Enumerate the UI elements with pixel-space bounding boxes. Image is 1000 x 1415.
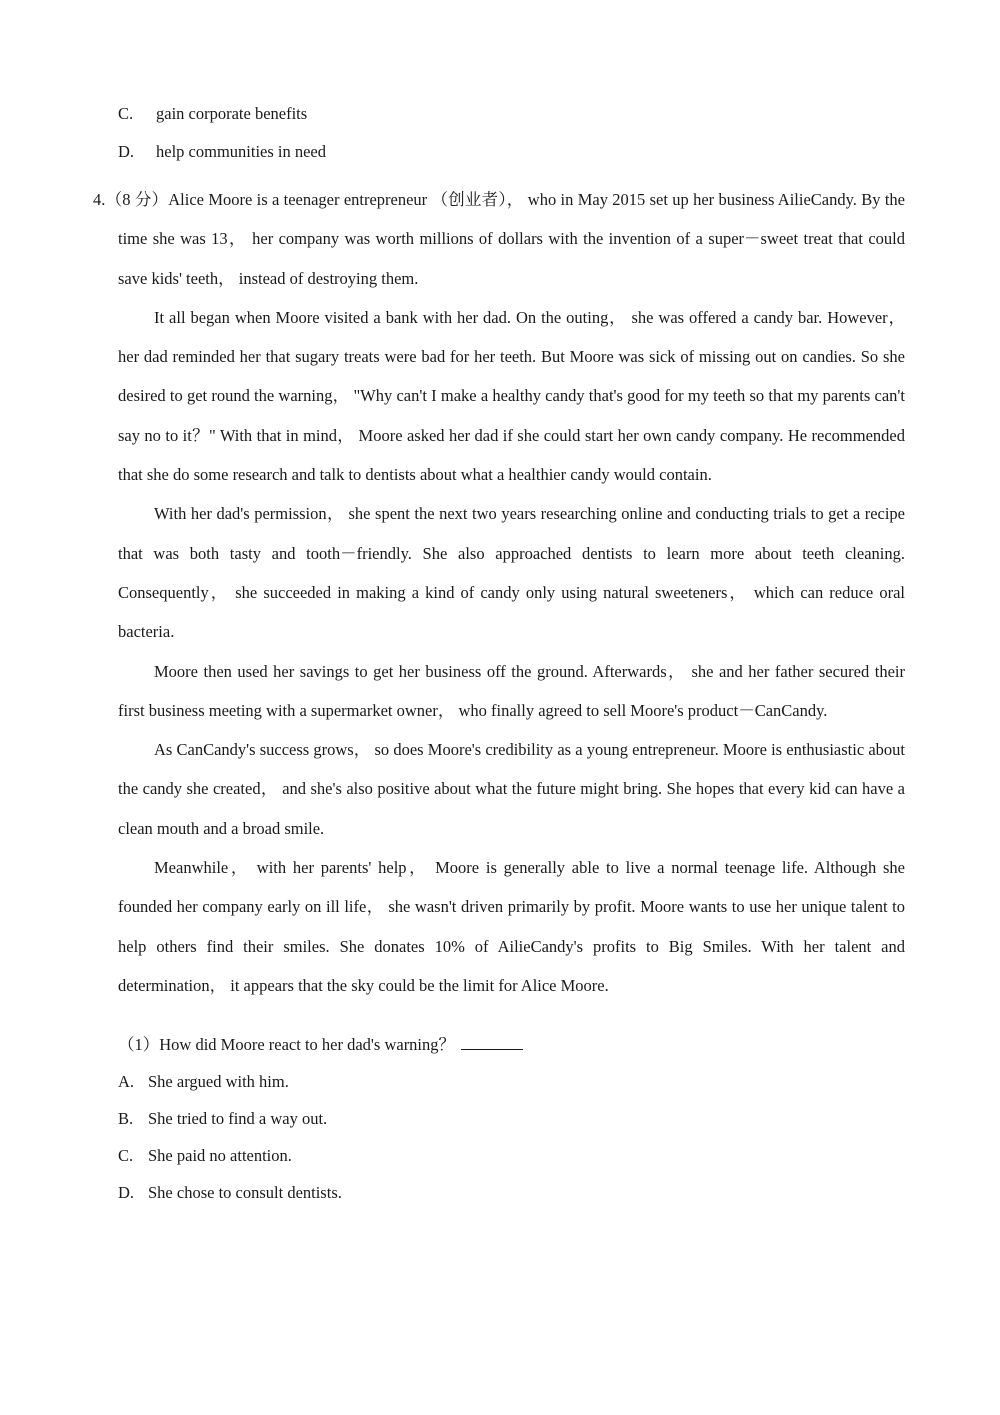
- sub-option-c[interactable]: [118, 1146, 905, 1166]
- option-letter: A.: [118, 1072, 135, 1092]
- option-letter: B.: [118, 1109, 134, 1129]
- option-text: gain corporate benefits: [156, 104, 308, 123]
- option-text: help communities in need: [156, 142, 327, 161]
- passage-paragraph-5: As CanCandy's success grows， so does Moore's credibility as a young entrepreneur. Moore is enthusiastic about the candy she created， and she's also positive about what the future might bring. She hopes that every kid can have a clean mouth and a broad smile.: [118, 740, 905, 838]
- passage-paragraph-4: Moore then used her savings to get her business off the ground. Afterwards， she and her father secured their first business meeting with a supermarket owner， who finally agreed to sell Moore's product－CanCandy.: [118, 661, 905, 720]
- sub-question-1: [118, 1035, 905, 1055]
- question-number: 4.: [93, 190, 106, 209]
- option-text: She tried to find a way out.: [148, 1109, 328, 1129]
- option-letter: D.: [118, 142, 135, 161]
- paragraph-text: Alice Moore is a teenager entrepreneur （创业者）， who in May 2015 set up her business AilieCandy. By the time she was 13， her company was worth millions of dollars with the invention of a super－sweet treat that could save kids' teeth， instead of destroying them.: [118, 190, 905, 288]
- sub-question-text: How did Moore react to her dad's warning？: [159, 1035, 456, 1055]
- option-text: She argued with him.: [148, 1072, 289, 1092]
- question-4: [93, 180, 905, 1203]
- option-letter: C.: [118, 104, 134, 123]
- option-letter: C.: [118, 1146, 134, 1166]
- passage-paragraph-6: Meanwhile， with her parents' help， Moore is generally able to live a normal teenage life. Although she founded her company early on ill life， she wasn't driven primarily by profit. Moore wants to use her unique talent to help others find their smiles. She donates 10% of AilieCandy's profits to Big Smiles. With her talent and determination， it appears that the sky could be the limit for Alice Moore.: [118, 858, 905, 995]
- passage-paragraph-2: It all began when Moore visited a bank with her dad. On the outing， she was offered a candy bar. However， her dad reminded her that sugary treats were bad for her teeth. But Moore was sick of missing out on candies. So she desired to get round the warning， "Why can't I make a healthy candy that's good for my teeth so that my parents can't say no to it？" With that in mind， Moore asked her dad if she could start her own candy company. He recommended that she do some research and talk to dentists about what a healthier candy would contain.: [118, 307, 905, 485]
- passage-paragraph-1: [93, 180, 905, 298]
- prev-option-d: [118, 142, 905, 162]
- question-score: （8 分）: [105, 190, 169, 209]
- answer-blank[interactable]: [461, 1035, 523, 1050]
- sub-option-d[interactable]: [118, 1183, 905, 1203]
- prev-option-c: [118, 104, 905, 124]
- sub-option-b[interactable]: [118, 1109, 905, 1129]
- option-letter: D.: [118, 1183, 135, 1203]
- option-text: She paid no attention.: [148, 1146, 292, 1166]
- sub-option-a[interactable]: [118, 1072, 905, 1092]
- passage-paragraph-3: With her dad's permission， she spent the next two years researching online and conducting trials to get a recipe that was both tasty and tooth－friendly. She also approached dentists to learn more about teeth cleaning. Consequently， she succeeded in making a kind of candy only using natural sweeteners， which can reduce oral bacteria.: [118, 504, 905, 642]
- sub-question-label: （1）: [118, 1035, 160, 1055]
- option-text: She chose to consult dentists.: [148, 1183, 342, 1203]
